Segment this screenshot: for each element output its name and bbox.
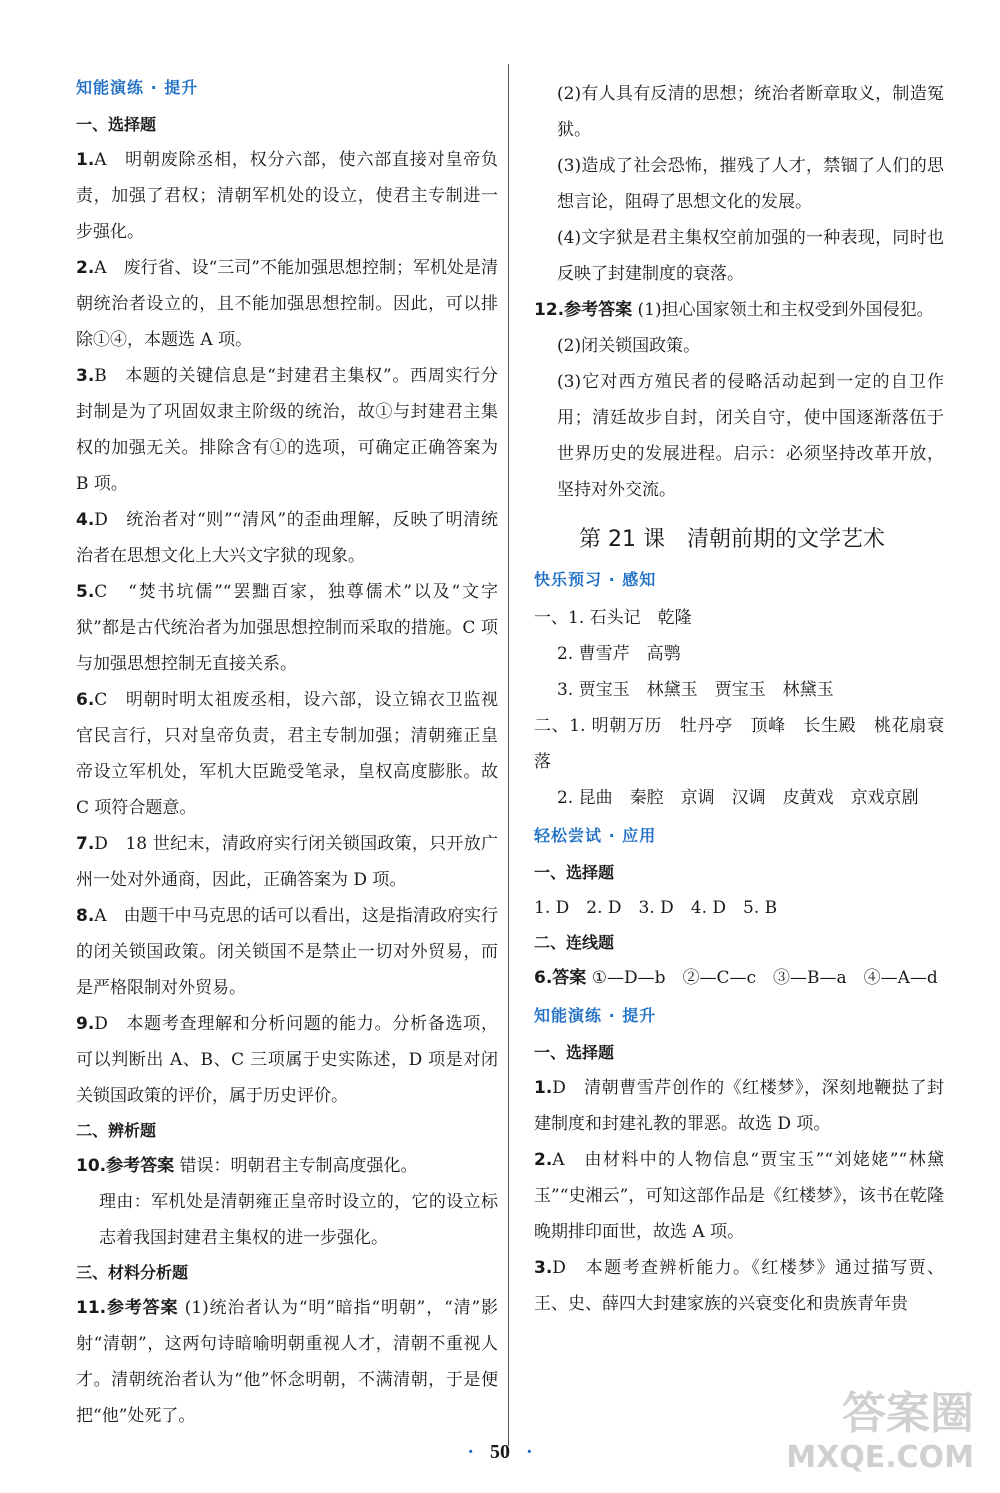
watermark-logo — [704, 1388, 974, 1482]
left-column — [62, 68, 498, 1434]
answer-part: (3)造成了社会恐怖，摧残了人才，禁锢了人们的思想言论，阻碍了思想文化的发展。 — [557, 156, 944, 212]
answer-part: (3)它对西方殖民者的侵略活动起到一定的自卫作用；清廷故步自封，闭关自守，使中国逐渐落伍于世界历史的发展进程。启示：必须坚持改革开放，坚持对外交流。 — [557, 372, 944, 500]
answer-part: (2)有人具有反清的思想；统治者断章取义，制造冤狱。 — [557, 84, 944, 140]
section-heading: 快乐预习 · 感知 — [534, 570, 657, 589]
answer-item: 1.A 明朝废除丞相，权分六部，使六部直接对皇帝负责，加强了君权；清朝军机处的设立，使君主专制进一步强化。 — [76, 150, 499, 242]
subheading-choice: 一、选择题 — [76, 115, 157, 134]
answer-item: 10.参考答案 错误：明朝君主专制高度强化。 — [76, 1156, 418, 1176]
subheading-choice: 一、选择题 — [534, 1043, 615, 1062]
answer-item: 5.C “焚书坑儒”“罢黜百家，独尊儒术”以及“文字狱”都是古代统治者为加强思想控制而采取的措施。C 项与加强思想控制无直接关系。 — [76, 582, 498, 674]
lesson-title: 第 21 课 清朝前期的文学艺术 — [579, 527, 885, 552]
watermark-line: 答案圈 — [842, 1388, 974, 1439]
subheading-analysis: 二、辨析题 — [76, 1121, 157, 1140]
subheading-link: 二、连线题 — [534, 933, 615, 952]
preview-answer: 二、1. 明朝万历 牡丹亭 顶峰 长生殿 桃花扇衰落 — [534, 716, 944, 772]
answer-item: 3.B 本题的关键信息是“封建君主集权”。西周实行分封制是为了巩固奴隶主阶级的统治，故①与封建君主集权的加强无关。排除含有①的选项，可确定正确答案为 B 项。 — [76, 366, 498, 494]
answer-item: 2.A 废行省、设“三司”不能加强思想控制；军机处是清朝统治者设立的，且不能加强思想控制。因此，可以排除①④，本题选 A 项。 — [76, 258, 499, 350]
preview-answer: 2. 昆曲 秦腔 京调 汉调 皮黄戏 京戏京剧 — [557, 788, 919, 808]
answer-item: 1.D 清朝曹雪芹创作的《红楼梦》，深刻地鞭挞了封建制度和封建礼教的罪恶。故选 D 项。 — [534, 1078, 945, 1134]
answer-reason: 理由：军机处是清朝雍正皇帝时设立的，它的设立标志着我国封建君主集权的进一步强化。 — [99, 1192, 498, 1248]
subheading-choice: 一、选择题 — [534, 863, 615, 882]
answer-item: 11.参考答案 (1)统治者认为“明”暗指“明朝”，“清”影射“清朝”，这两句诗暗喻明朝重视人才，清朝不重视人才。清朝统治者认为“他”怀念明朝，不满清朝，于是便把“他”处死了。 — [76, 1298, 499, 1426]
answer-item: 2.A 由材料中的人物信息“贾宝玉”“刘姥姥”“林黛玉”“史湘云”，可知这部作品是《红楼梦》，该书在乾隆晚期排印面世，故选 A 项。 — [534, 1150, 944, 1242]
footer-dot: · — [467, 1441, 474, 1463]
answer-item: 7.D 18 世纪末，清政府实行闭关锁国政策，只开放广州一处对外通商，因此，正确答案为 D 项。 — [76, 834, 498, 890]
answer-part: (4)文字狱是君主集权空前加强的一种表现，同时也反映了封建制度的衰落。 — [557, 228, 944, 284]
preview-answer: 3. 贾宝玉 林黛玉 贾宝玉 林黛玉 — [557, 680, 834, 700]
answer-item: 3.D 本题考查辨析能力。《红楼梦》通过描写贾、王、史、薛四大封建家族的兴衰变化和贵族青年贵 — [534, 1258, 945, 1314]
section-heading: 轻松尝试 · 应用 — [534, 826, 657, 845]
choice-answers: 1. D 2. D 3. D 4. D 5. B — [534, 898, 778, 918]
watermark-line: MXQE.COM — [786, 1440, 974, 1475]
section-heading: 知能演练 · 提升 — [534, 1006, 657, 1025]
preview-answer: 2. 曹雪芹 高鹗 — [557, 644, 681, 664]
answer-item: 9.D 本题考查理解和分析问题的能力。分析备选项，可以判断出 A、B、C 三项属于史实陈述，D 项是对闭关锁国政策的评价，属于历史评价。 — [76, 1014, 499, 1106]
column-divider — [508, 64, 509, 1446]
answer-item: 4.D 统治者对“则”“清风”的歪曲理解，反映了明清统治者在思想文化上大兴文字狱的现象。 — [76, 510, 499, 566]
section-heading: 知能演练 · 提升 — [76, 78, 199, 97]
answer-part: (2)闭关锁国政策。 — [557, 336, 701, 356]
preview-answer: 一、1. 石头记 乾隆 — [534, 608, 692, 628]
answer-item: 12.参考答案 (1)担心国家领土和主权受到外国侵犯。 — [534, 300, 934, 320]
answer-item: 6.C 明朝时明太祖废丞相，设六部，设立锦衣卫监视官民言行，只对皇帝负责，君主专制加强；清朝雍正皇帝设立军机处，军机大臣跪受笔录，皇权高度膨胀。故 C 项符合题意。 — [76, 690, 499, 818]
answer-item: 6.答案 ①—D—b ②—C—c ③—B—a ④—A—d — [534, 968, 938, 988]
page-number: 50 — [490, 1441, 510, 1463]
answer-item: 8.A 由题干中马克思的话可以看出，这是指清政府实行的闭关锁国政策。闭关锁国不是禁止一切对外贸易，而是严格限制对外贸易。 — [76, 906, 499, 998]
footer-dot: · — [526, 1441, 533, 1463]
right-column — [520, 76, 944, 1322]
subheading-material: 三、材料分析题 — [76, 1263, 189, 1282]
